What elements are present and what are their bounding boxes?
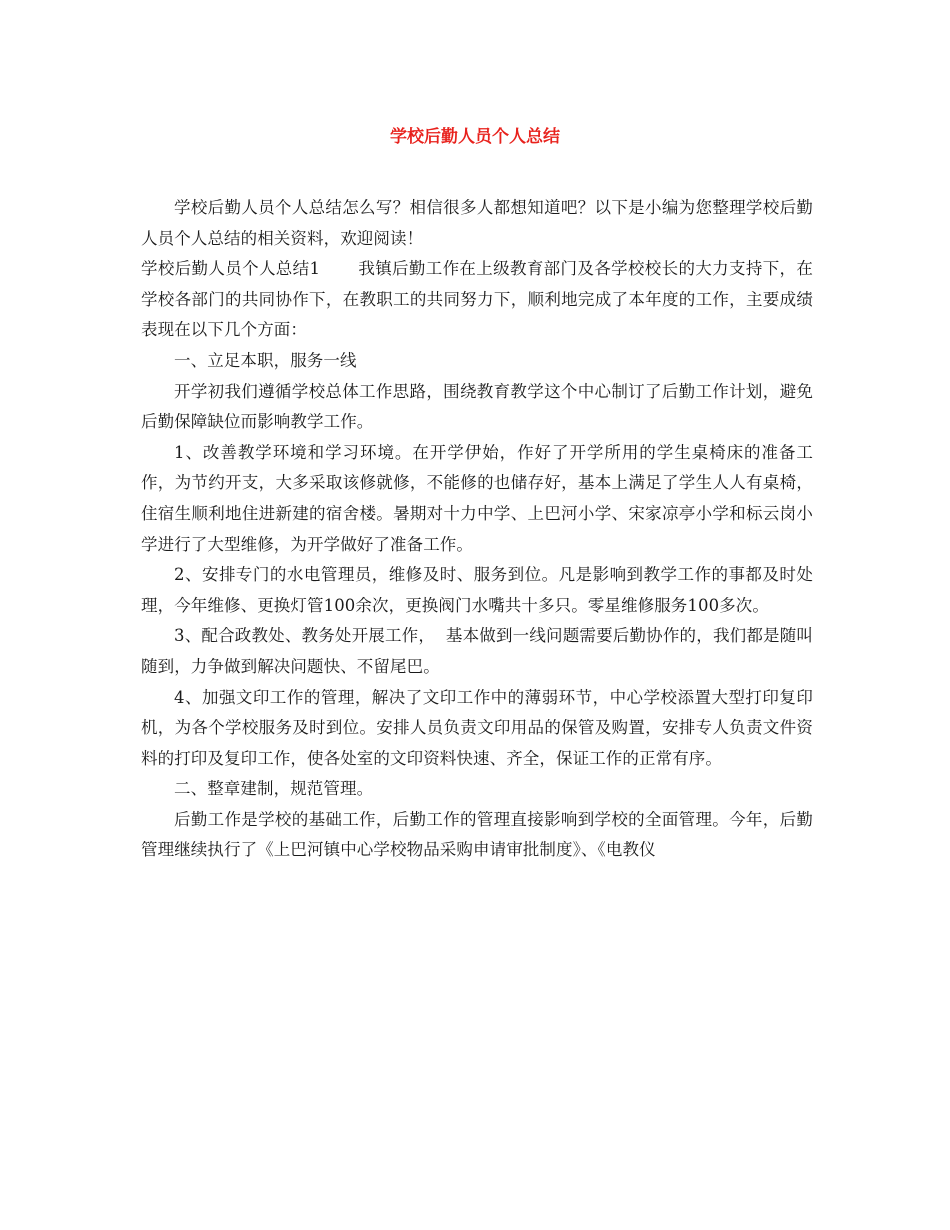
section1-paragraph [141, 254, 813, 346]
intro-paragraph: 学校后勤人员个人总结怎么写？相信很多人都想知道吧？以下是小编为您整理学校后勤人员个人总结的相关资料，欢迎阅读！ [141, 198, 813, 248]
part1-heading: 一、立足本职，服务一线 [174, 350, 357, 370]
part2-intro: 后勤工作是学校的基础工作，后勤工作的管理直接影响到学校的全面管理。今年，后勤管理继续执行了《上巴河镇中心学校物品采购申请审批制度》、《电教仪 [141, 809, 813, 860]
item-1-paragraph: 1、改善教学环境和学习环境。在开学伊始，作好了开学所用的学生桌椅床的准备工作，为节约开支，大多采取该修就修，不能修的也储存好，基本上满足了学生人人有桌椅，住宿生顺利地住进新建的宿舍楼。暑期对十力中学、上巴河小学、宋家凉亭小学和标云岗小学进行了大型维修，为开学做好了准备工作。 [141, 442, 813, 554]
section1-lead: 我镇后勤工作在上级教育部门及各学校校长的大力支持下，在学校各部门的共同协作下，在教职工的共同努力下，顺利地完成了本年度的工作，主要成绩表现在以下几个方面： [141, 259, 813, 340]
item-2-paragraph: 2、安排专门的水电管理员，维修及时、服务到位。凡是影响到教学工作的事都及时处理，今年维修、更换灯管100余次，更换阀门水嘴共十多只。零星维修服务100多次。 [141, 565, 813, 615]
document-title: 学校后勤人员个人总结 [390, 127, 560, 147]
document-body [141, 193, 813, 866]
section1-heading: 学校后勤人员个人总结1 [141, 259, 321, 279]
part2-heading: 二、整章建制，规范管理。 [174, 779, 374, 799]
item-4-paragraph: 4、加强文印工作的管理，解决了文印工作中的薄弱环节，中心学校添置大型打印复印机，为各个学校服务及时到位。安排人员负责文印用品的保管及购置，安排专人负责文件资料的打印及复印工作，使各处室的文印资料快速、齐全，保证工作的正常有序。 [141, 687, 813, 768]
item-3-paragraph: 3、配合政教处、教务处开展工作， 基本做到一线问题需要后勤协作的，我们都是随叫随到，力争做到解决问题快、不留尾巴。 [141, 626, 813, 676]
part1-intro: 开学初我们遵循学校总体工作思路，围绕教育教学这个中心制订了后勤工作计划，避免后勤保障缺位而影响教学工作。 [141, 381, 813, 432]
